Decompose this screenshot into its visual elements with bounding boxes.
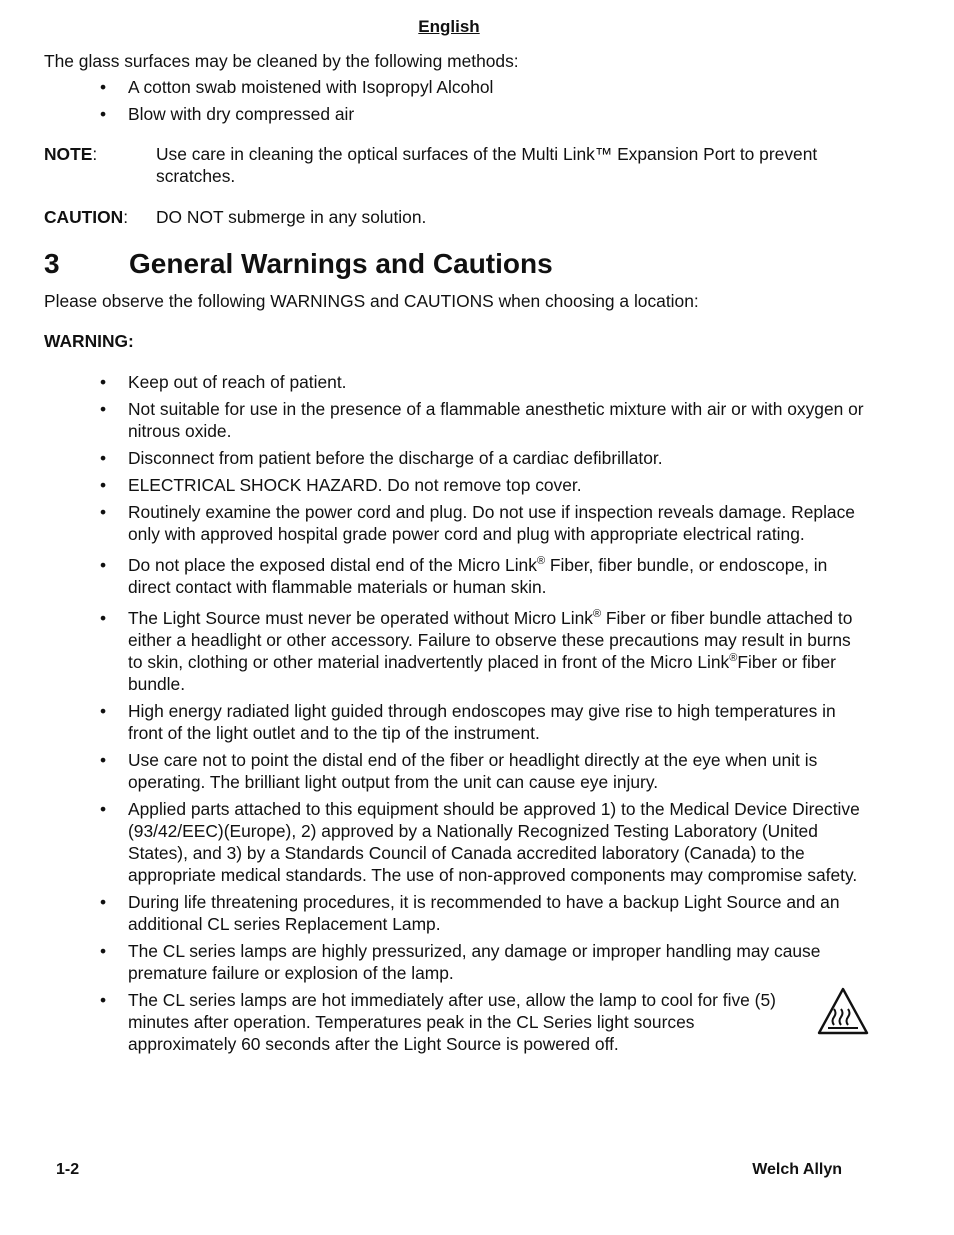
list-item: • A cotton swab moistened with Isopropyl Alcohol — [100, 76, 493, 98]
warning-item: • Disconnect from patient before the discharge of a cardiac defibrillator. — [100, 447, 870, 469]
caution-label: CAUTION — [44, 207, 124, 227]
section-title: General Warnings and Cautions — [129, 248, 553, 279]
note-text: Use care in cleaning the optical surfaces of the Multi Link™ Expansion Port to prevent scratches. — [156, 144, 818, 186]
warning-item: • Use care not to point the distal end of the fiber or headlight directly at the eye when unit is operating. The brilliant light output from the unit can cause eye injury. — [100, 749, 870, 793]
warnings-list — [100, 371, 870, 1060]
warning-item: • The CL series lamps are highly pressurized, any damage or improper handling may cause premature failure or explosion of the lamp. — [100, 940, 870, 984]
cleaning-intro: The glass surfaces may be cleaned by the following methods: — [44, 51, 519, 71]
warning-item: • Routinely examine the power cord and plug. Do not use if inspection reveals damage. Replace only with approved hospital grade power cord and plug with appropriate electrical rating. — [100, 501, 870, 545]
warning-label: WARNING: — [44, 331, 134, 351]
cleaning-methods-list — [100, 76, 493, 125]
language-header: English — [418, 17, 480, 36]
warning-item: • During life threatening procedures, it is recommended to have a backup Light Source and an additional CL series Replacement Lamp. — [100, 891, 870, 935]
warning-item: • High energy radiated light guided through endoscopes may give rise to high temperatures in front of the light outlet and to the tip of the instrument. — [100, 700, 870, 744]
company-name: Welch Allyn — [752, 1161, 842, 1178]
list-item: • Blow with dry compressed air — [100, 103, 493, 125]
warning-item: • The CL series lamps are hot immediately after use, allow the lamp to cool for five (5) minutes after operation. Temperatures peak in the CL Series light sources approximately 60 seconds after the Light Source is powered off. — [100, 989, 870, 1055]
section-number: 3 — [44, 248, 60, 279]
note-separator: : — [92, 144, 98, 164]
section-heading — [44, 246, 553, 282]
warning-item: • Not suitable for use in the presence of a flammable anesthetic mixture with air or with oxygen or nitrous oxide. — [100, 398, 870, 442]
caution-text: DO NOT submerge in any solution. — [156, 207, 427, 227]
warning-item: • ELECTRICAL SHOCK HAZARD. Do not remove top cover. — [100, 474, 870, 496]
warning-item: • Applied parts attached to this equipment should be approved 1) to the Medical Device Directive (93/42/EEC)(Europe), 2) approved by a Nationally Recognized Testing Laboratory (United States), and 3) by a Standards Council of Canada accredited laboratory (Canada) to the appropriate medical standards. The use of non-approved components may compromise safety. — [100, 798, 870, 886]
warning-item: • The Light Source must never be operated without Micro Link® Fiber or fiber bundle attached to either a headlight or other accessory. Failure to observe these precautions may result in burns to skin, clothing or other material inadvertently placed in front of the Micro Link®Fiber or fiber bundle. — [100, 607, 870, 695]
warning-item: • Do not place the exposed distal end of the Micro Link® Fiber, fiber bundle, or endoscope, in direct contact with flammable materials or human skin. — [100, 554, 870, 598]
page-number: 1-2 — [56, 1161, 80, 1178]
hot-surface-warning-icon — [816, 985, 870, 1039]
section-intro: Please observe the following WARNINGS and CAUTIONS when choosing a location: — [44, 291, 699, 311]
caution-separator: : — [123, 207, 129, 227]
note-label: NOTE — [44, 144, 93, 164]
warning-item: • Keep out of reach of patient. — [100, 371, 870, 393]
